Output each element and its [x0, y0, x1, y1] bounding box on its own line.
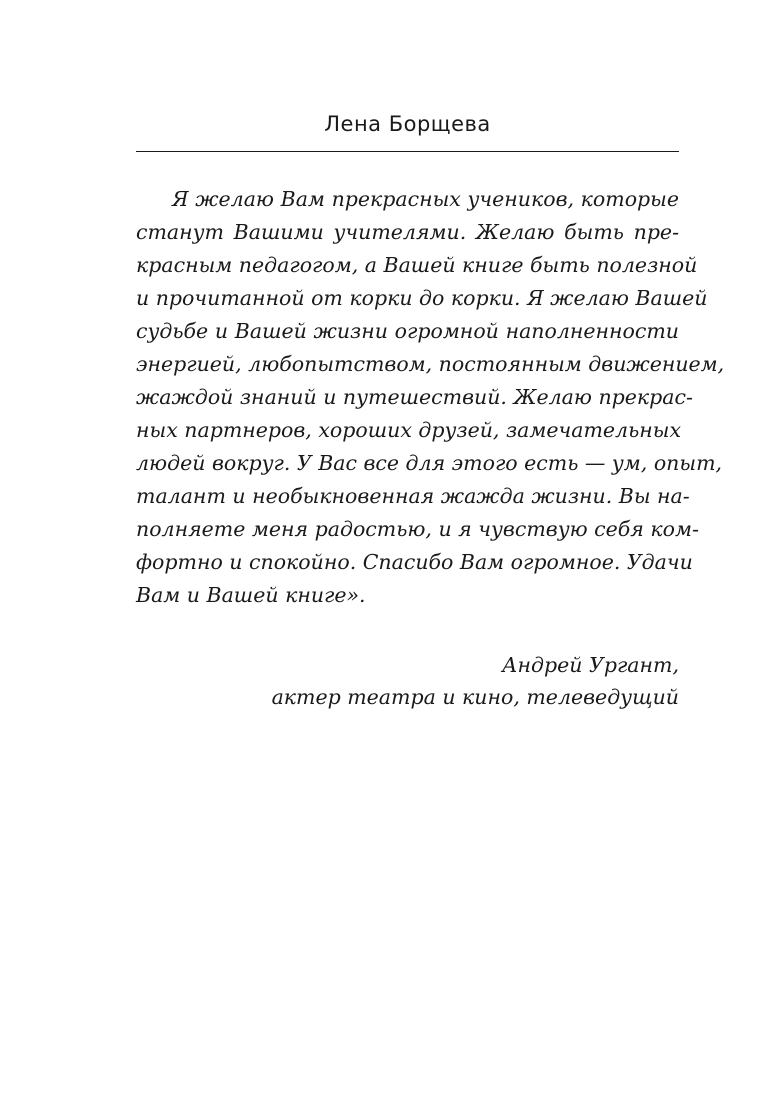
paragraph-line: жаждой знаний и путешествий. Желаю прекрас-: [136, 385, 693, 409]
quote-attribution: [136, 649, 679, 713]
attribution-role: актер театра и кино, телеведущий: [271, 685, 679, 709]
paragraph-line: фортно и спокойно. Спасибо Вам огромное. Удачи: [136, 550, 693, 574]
paragraph-line: судьбе и Вашей жизни огромной наполненности: [136, 319, 679, 343]
quote-paragraph: [136, 183, 725, 612]
paragraph-line: полняете меня радостью, и я чувствую себя ком-: [136, 517, 699, 541]
paragraph-line: красным педагогом, а Вашей книге быть полезной: [136, 253, 698, 277]
paragraph-line: энергией, любопытством, постоянным движением,: [136, 352, 725, 376]
paragraph-line: и прочитанной от корки до корки. Я желаю Вашей: [136, 286, 708, 310]
paragraph-line: Вам и Вашей книге».: [136, 583, 366, 607]
paragraph-line: людей вокруг. У Вас все для этого есть — ум, опыт,: [136, 451, 723, 475]
paragraph-line: станут Вашими учителями. Желаю быть пре-: [136, 220, 679, 244]
paragraph-line: ных партнеров, хороших друзей, замечательных: [136, 418, 682, 442]
paragraph-line: талант и необыкновенная жажда жизни. Вы на-: [136, 484, 690, 508]
header-divider-line: [136, 151, 679, 152]
running-header-author: Лена Борщева: [324, 112, 491, 136]
paragraph-line: Я желаю Вам прекрасных учеников, которые: [172, 187, 679, 211]
attribution-name: Андрей Ургант,: [502, 653, 679, 677]
